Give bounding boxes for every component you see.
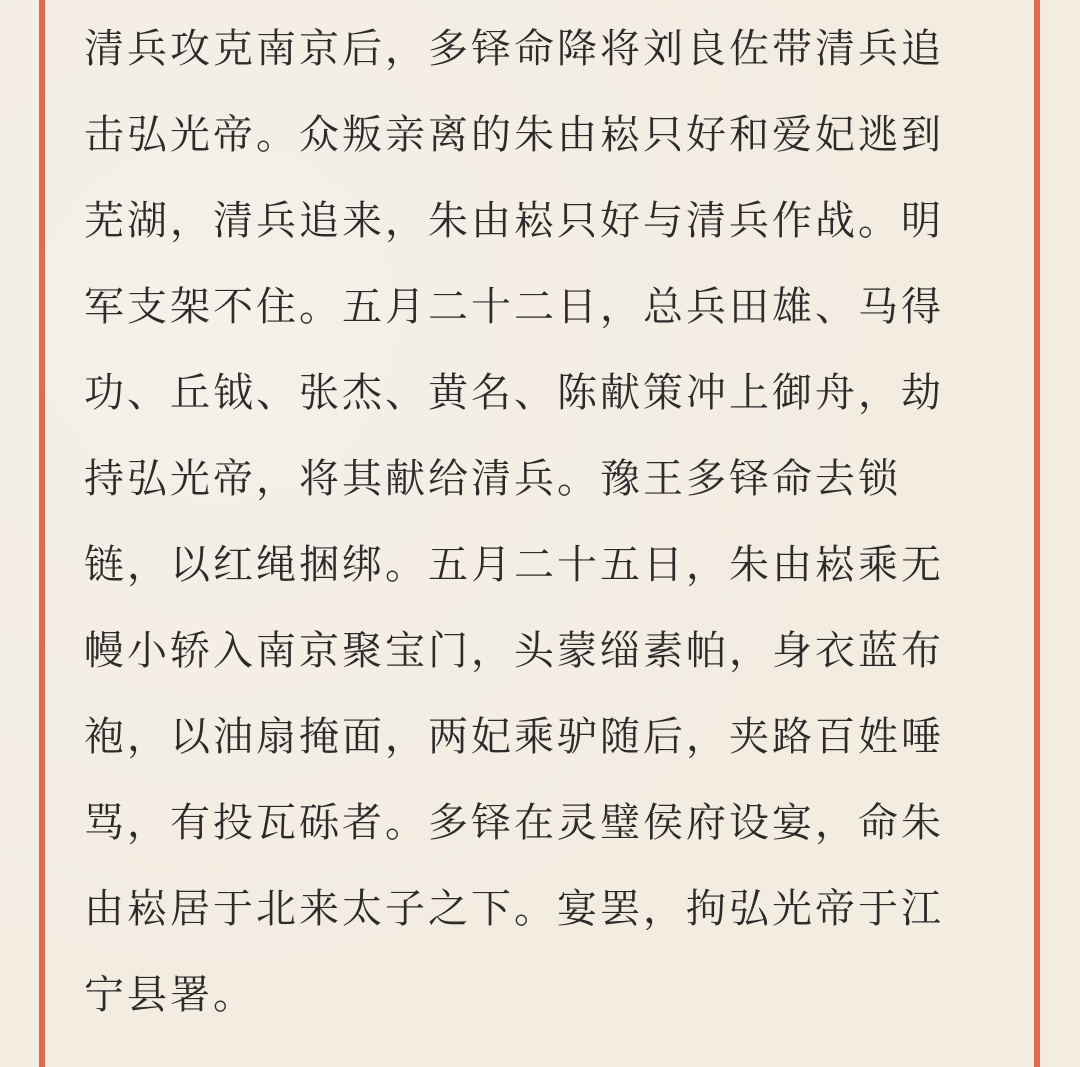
right-border-line: [1034, 0, 1040, 1067]
article-text: [84, 6, 974, 1038]
text-line: 由崧居于北来太子之下。宴罢，拘弘光帝于江: [84, 886, 944, 932]
text-line: 军支架不住。五月二十二日，总兵田雄、马得: [84, 284, 944, 330]
text-line: 持弘光帝，将其献给清兵。豫王多铎命去锁: [84, 456, 901, 502]
text-line: 宁县署。: [84, 972, 256, 1018]
text-line: 芜湖，清兵追来，朱由崧只好与清兵作战。明: [84, 198, 944, 244]
left-border-line: [39, 0, 45, 1067]
text-line: 幔小轿入南京聚宝门，头蒙缁素帕，身衣蓝布: [84, 628, 944, 674]
text-line: 清兵攻克南京后，多铎命降将刘良佐带清兵追: [84, 26, 944, 72]
text-line: 链，以红绳捆绑。五月二十五日，朱由崧乘无: [84, 542, 944, 588]
text-line: 击弘光帝。众叛亲离的朱由崧只好和爱妃逃到: [84, 112, 944, 158]
text-line: 骂，有投瓦砾者。多铎在灵璧侯府设宴，命朱: [84, 800, 944, 846]
text-line: 袍，以油扇掩面，两妃乘驴随后，夹路百姓唾: [84, 714, 944, 760]
text-line: 功、丘钺、张杰、黄名、陈献策冲上御舟，劫: [84, 370, 944, 416]
